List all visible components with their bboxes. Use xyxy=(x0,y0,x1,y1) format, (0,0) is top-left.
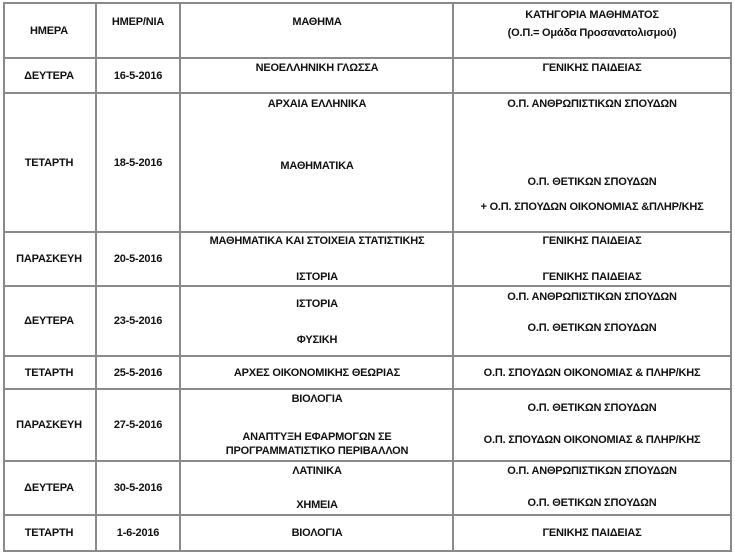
column-divider xyxy=(179,2,181,552)
row-date: 18-5-2016 xyxy=(113,157,163,169)
row-category: Ο.Π. ΘΕΤΙΚΩΝ ΣΠΟΥΔΩΝ xyxy=(527,402,657,414)
row-day: ΤΕΤΑΡΤΗ xyxy=(24,367,74,379)
row-day: ΤΕΤΑΡΤΗ xyxy=(24,157,74,169)
row-subject: ΛΑΤΙΝΙΚΑ xyxy=(292,465,342,477)
row-divider xyxy=(3,57,732,59)
row-category: ΓΕΝΙΚΗΣ ΠΑΙΔΕΙΑΣ xyxy=(542,62,642,74)
table-border xyxy=(730,2,732,552)
row-subject: ΜΑΘΗΜΑΤΙΚΑ ΚΑΙ ΣΤΟΙΧΕΙΑ ΣΤΑΤΙΣΤΙΚΗΣ xyxy=(209,235,425,247)
row-category: + Ο.Π. ΣΠΟΥΔΩΝ ΟΙΚΟΝΟΜΙΑΣ &ΠΛΗΡ/ΚΗΣ xyxy=(480,201,704,213)
header-date: ΗΜΕΡ/ΝΙΑ xyxy=(111,16,165,28)
row-subject: ΒΙΟΛΟΓΙΑ xyxy=(291,393,343,405)
row-subject: ΑΡΧΑΙΑ ΕΛΛΗΝΙΚΑ xyxy=(267,98,367,110)
row-subject: ΙΣΤΟΡΙΑ xyxy=(296,271,338,283)
row-category: Ο.Π. ΘΕΤΙΚΩΝ ΣΠΟΥΔΩΝ xyxy=(527,497,657,509)
row-category: Ο.Π. ΣΠΟΥΔΩΝ ΟΙΚΟΝΟΜΙΑΣ & ΠΛΗΡ/ΚΗΣ xyxy=(483,367,701,379)
row-date: 30-5-2016 xyxy=(113,482,163,494)
row-category: ΓΕΝΙΚΗΣ ΠΑΙΔΕΙΑΣ xyxy=(542,271,642,283)
row-category: Ο.Π. ΑΝΘΡΩΠΙΣΤΙΚΩΝ ΣΠΟΥΔΩΝ xyxy=(507,465,677,477)
row-divider xyxy=(3,460,732,462)
row-category: ΓΕΝΙΚΗΣ ΠΑΙΔΕΙΑΣ xyxy=(542,527,642,539)
row-divider xyxy=(3,231,732,233)
row-date: 1-6-2016 xyxy=(116,527,160,539)
row-divider xyxy=(3,355,732,357)
row-date: 27-5-2016 xyxy=(113,419,163,431)
table-border xyxy=(3,550,732,552)
row-date: 25-5-2016 xyxy=(113,367,163,379)
row-divider xyxy=(3,514,732,516)
row-subject: ΑΝΑΠΤΥΞΗ ΕΦΑΡΜΟΓΩΝ ΣΕ xyxy=(242,431,392,443)
row-subject: ΜΑΘΗΜΑΤΙΚΑ xyxy=(280,160,354,172)
row-day: ΠΑΡΑΣΚΕΥΗ xyxy=(16,253,82,265)
row-divider xyxy=(3,388,732,390)
row-subject: ΑΡΧΕΣ ΟΙΚΟΝΟΜΙΚΗΣ ΘΕΩΡΙΑΣ xyxy=(233,367,401,379)
row-date: 20-5-2016 xyxy=(113,253,163,265)
row-subject: ΠΡΟΓΡΑΜΜΑΤΙΣΤΙΚΟ ΠΕΡΙΒΑΛΛΟΝ xyxy=(225,445,409,457)
row-divider xyxy=(3,92,732,94)
row-category: ΓΕΝΙΚΗΣ ΠΑΙΔΕΙΑΣ xyxy=(542,235,642,247)
table-border xyxy=(3,2,5,552)
row-day: ΠΑΡΑΣΚΕΥΗ xyxy=(16,419,82,431)
row-subject: ΧΗΜΕΙΑ xyxy=(296,499,338,511)
table-border xyxy=(3,2,732,4)
row-category: Ο.Π. ΘΕΤΙΚΩΝ ΣΠΟΥΔΩΝ xyxy=(527,176,657,188)
header-day: ΗΜΕΡΑ xyxy=(30,25,68,37)
row-date: 23-5-2016 xyxy=(113,315,163,327)
row-subject: ΦΥΣΙΚΗ xyxy=(296,334,338,346)
header-subject: ΜΑΘΗΜΑ xyxy=(292,16,342,28)
row-divider xyxy=(3,285,732,287)
row-category: Ο.Π. ΑΝΘΡΩΠΙΣΤΙΚΩΝ ΣΠΟΥΔΩΝ xyxy=(507,291,677,303)
row-category: Ο.Π. ΑΝΘΡΩΠΙΣΤΙΚΩΝ ΣΠΟΥΔΩΝ xyxy=(507,98,677,110)
row-day: ΔΕΥΤΕΡΑ xyxy=(24,315,74,327)
header-category-note: (Ο.Π.= Ομάδα Προσανατολισμού) xyxy=(507,27,677,39)
row-category: Ο.Π. ΣΠΟΥΔΩΝ ΟΙΚΟΝΟΜΙΑΣ & ΠΛΗΡ/ΚΗΣ xyxy=(483,434,701,446)
row-day: ΤΕΤΑΡΤΗ xyxy=(24,527,74,539)
row-subject: ΙΣΤΟΡΙΑ xyxy=(296,298,338,310)
row-date: 16-5-2016 xyxy=(113,70,163,82)
row-day: ΔΕΥΤΕΡΑ xyxy=(24,70,74,82)
row-subject: ΒΙΟΛΟΓΙΑ xyxy=(291,527,343,539)
header-category: ΚΑΤΗΓΟΡΙΑ ΜΑΘΗΜΑΤΟΣ xyxy=(525,9,659,21)
row-category: Ο.Π. ΘΕΤΙΚΩΝ ΣΠΟΥΔΩΝ xyxy=(527,322,657,334)
row-subject: ΝΕΟΕΛΛΗΝΙΚΗ ΓΛΩΣΣΑ xyxy=(255,62,379,74)
column-divider xyxy=(452,2,454,552)
column-divider xyxy=(95,2,97,552)
row-day: ΔΕΥΤΕΡΑ xyxy=(24,482,74,494)
